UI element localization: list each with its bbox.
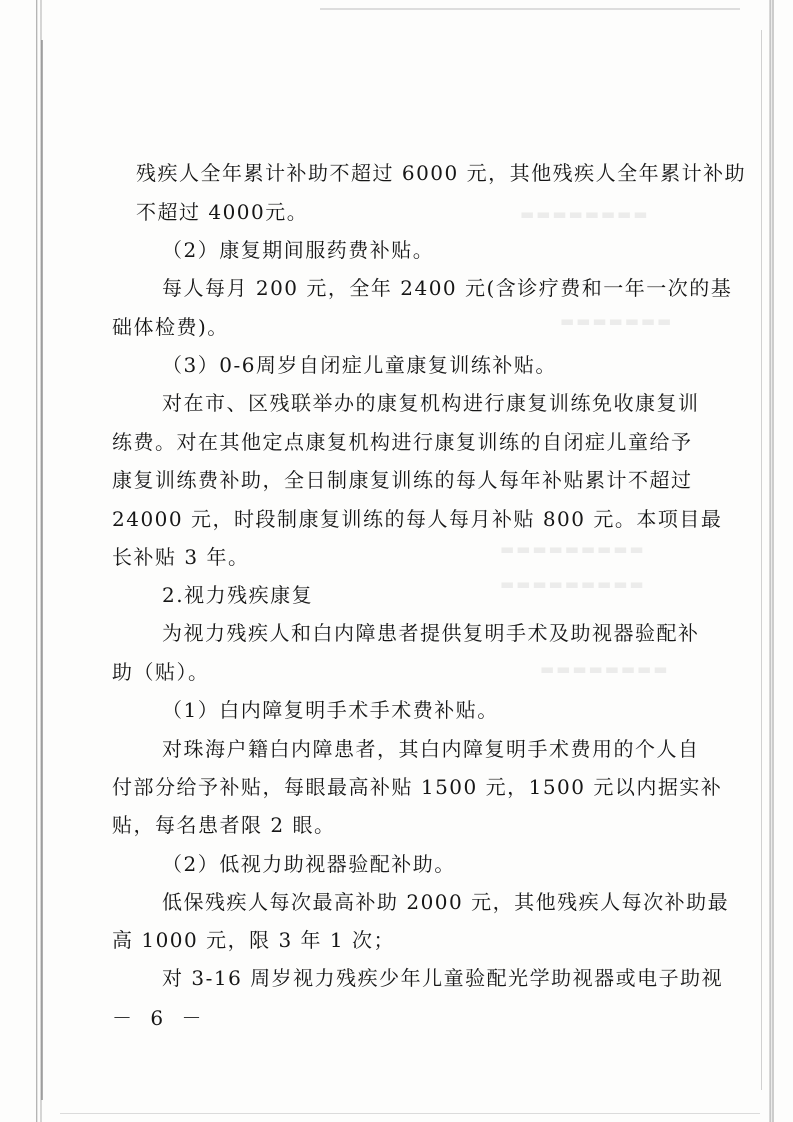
text-line-18: 贴，每名患者限 2 眼。	[112, 813, 336, 837]
subheading-low-vision: （2）低视力助视器验配补助。	[162, 852, 456, 876]
text-line-1: 残疾人全年累计补助不超过 6000 元，其他残疾人全年累计补助	[136, 161, 747, 185]
scan-edge-right	[769, 0, 775, 1122]
bleed-through-mark: ▬▬▬▬▬▬▬▬▬	[500, 540, 646, 558]
text-line-5: 础体检费)。	[112, 315, 229, 339]
scan-edge-left-line	[41, 40, 43, 1100]
text-line-13: 为视力残疾人和白内障患者提供复明手术及助视器验配补	[162, 621, 700, 645]
text-line-22: 对 3-16 周岁视力残疾少年儿童验配光学助视器或电子助视	[162, 966, 724, 990]
section-heading-vision: 2.视力残疾康复	[162, 583, 314, 607]
bleed-through-mark: ▬▬▬▬▬▬▬▬	[520, 205, 650, 223]
text-line-11: 长补贴 3 年。	[112, 545, 250, 569]
scan-edge-top	[320, 8, 740, 10]
text-line-10: 24000 元，时段制康复训练的每人每月补贴 800 元。本项目最	[112, 507, 723, 531]
text-line-20: 低保残疾人每次最高补助 2000 元，其他残疾人每次补助最	[162, 890, 730, 914]
text-line-7: 对在市、区残联举办的康复机构进行康复训练免收康复训	[162, 391, 700, 415]
subheading-2: （2）康复期间服药费补贴。	[162, 238, 435, 262]
subheading-cataract: （1）白内障复明手术手术费补贴。	[162, 698, 499, 722]
text-line-17: 付部分给予补贴，每眼最高补贴 1500 元，1500 元以内据实补	[112, 775, 723, 799]
subheading-3: （3）0-6周岁自闭症儿童康复训练补贴。	[162, 353, 557, 377]
text-line-8: 练费。对在其他定点康复机构进行康复训练的自闭症儿童给予	[112, 430, 693, 454]
scan-edge-bottom	[60, 1113, 760, 1114]
bleed-through-mark: ▬▬▬▬▬▬▬▬▬	[500, 575, 646, 593]
bleed-through-mark: ▬▬▬▬▬▬▬▬	[540, 660, 670, 678]
scan-edge-right-line	[761, 30, 762, 1090]
text-line-16: 对珠海户籍白内障患者，其白内障复明手术费用的个人自	[162, 737, 700, 761]
bleed-through-mark: ▬▬▬▬▬▬▬	[560, 312, 674, 330]
text-line-2: 不超过 4000元。	[136, 200, 309, 224]
page-number: － 6 －	[112, 1006, 208, 1030]
text-line-4: 每人每月 200 元，全年 2400 元(含诊疗费和一年一次的基	[162, 276, 733, 300]
text-line-21: 高 1000 元，限 3 年 1 次；	[112, 928, 395, 952]
text-line-9: 康复训练费补助，全日制康复训练的每人每年补贴累计不超过	[112, 468, 693, 492]
text-line-14: 助（贴）。	[112, 660, 210, 684]
